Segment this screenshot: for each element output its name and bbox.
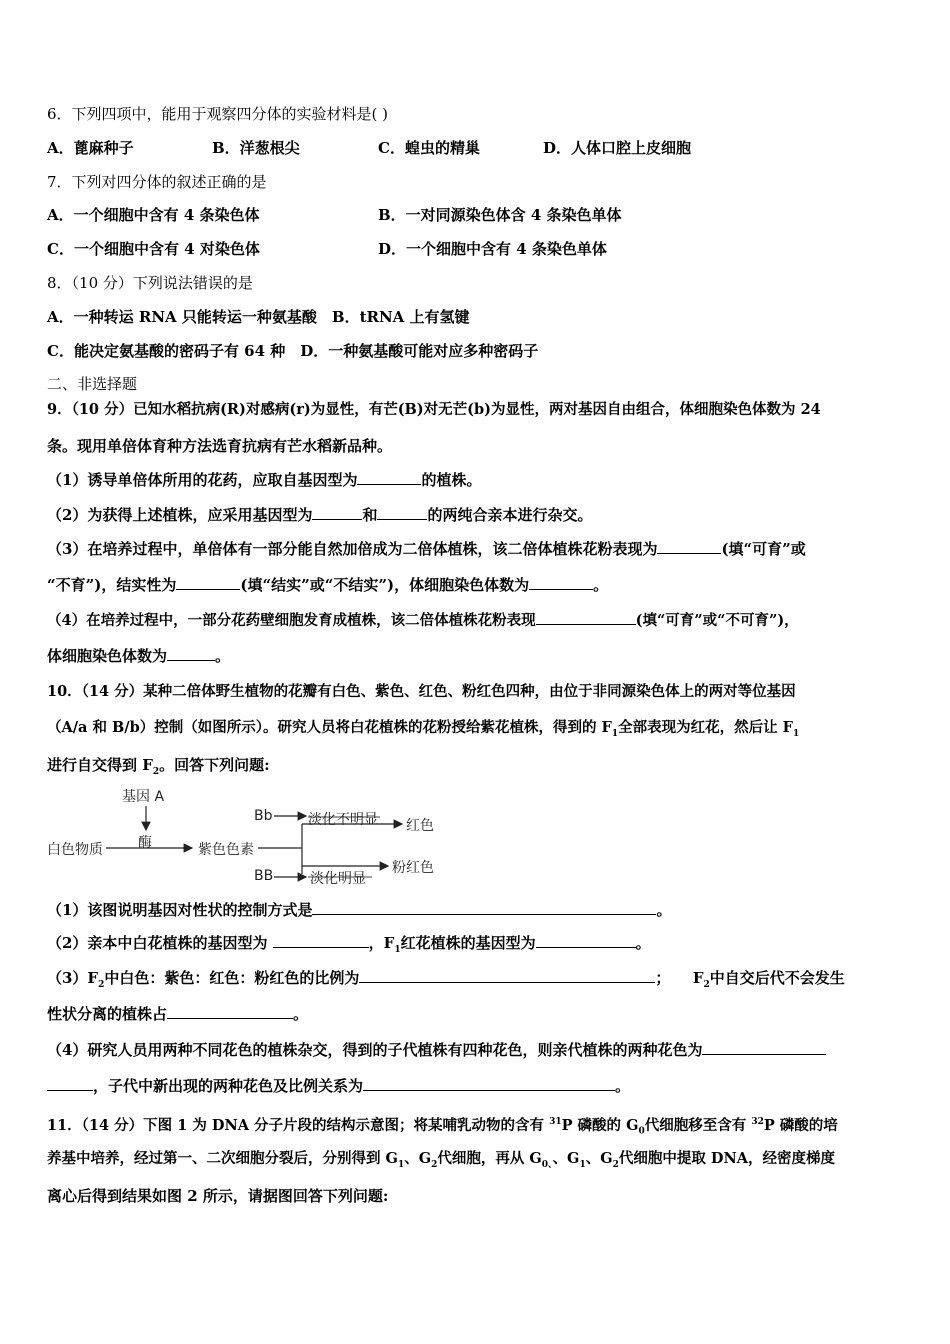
q6-stem: 6．下列四项中，能用于观察四分体的实验材料是( ): [47, 105, 389, 123]
q9-line-2: 条。现用单倍体育种方法选育抗病有芒水稻新品种。: [47, 437, 393, 455]
q6-option-c: C．蝗虫的精巢: [378, 139, 480, 157]
q9-part-2: （2）为获得上述植株，应采用基因型为 和 的两纯合亲本进行杂交。: [47, 506, 593, 524]
q9-part-4-cont: 体细胞染色体数为 。: [47, 647, 231, 665]
q6-option-d: D．人体口腔上皮细胞: [543, 139, 692, 157]
label-weak: 淡化不明显: [308, 812, 378, 828]
q7-option-b: B．一对同源染色体含 4 条染色单体: [378, 206, 622, 224]
answer-blank[interactable]: [47, 1076, 93, 1091]
answer-blank[interactable]: [273, 933, 369, 948]
q10-line-3: 进行自交得到 $F_2$。回答下列问题:: [47, 756, 270, 777]
q11-line-1: 11．（14 分）下图 1 为 DNA 分子片段的结构示意图；将某哺乳动物的含有 $^{31}$P 磷酸的 $G_0$代细胞移至含有 $^{32}$P 磷酸的培: [47, 1116, 838, 1137]
answer-blank[interactable]: [312, 900, 656, 915]
q10-part-3-cont: 性状分离的植株占 。: [47, 1005, 309, 1023]
label-bb-hom: BB: [254, 868, 274, 884]
q10-part-2: （2）亲本中白花植株的基因型为 ，$F_1$红花植株的基因型为 。: [47, 934, 651, 955]
q9-part-1: （1）诱导单倍体所用的花药，应取自基因型为 的植株。: [47, 471, 482, 489]
q8-options-ab: A．一种转运 RNA 只能转运一种氨基酸 B．tRNA 上有氢键: [47, 308, 470, 326]
answer-blank[interactable]: [536, 933, 636, 948]
label-bb-het: Bb: [254, 808, 273, 824]
q9-part-3-cont: “不育”)，结实性为 (填“结实”或“不结实”)，体细胞染色体数为 。: [47, 576, 609, 594]
answer-blank[interactable]: [167, 1004, 293, 1019]
q8-stem: 8．（10 分）下列说法错误的是: [47, 274, 253, 292]
q6-option-b: B．洋葱根尖: [212, 139, 300, 157]
label-white: 白色物质: [47, 842, 103, 858]
q9-line-1: 9．（10 分）已知水稻抗病(R)对感病(r)为显性，有芒(B)对无芒(b)为显性，两对基因自由组合，体细胞染色体数为 24: [47, 401, 821, 418]
q9-part-4: （4）在培养过程中，一部分花药壁细胞发育成植株，该二倍体植株花粉表现 (填“可育”或“不可育”)，: [47, 612, 799, 629]
answer-blank[interactable]: [359, 968, 655, 983]
label-strong: 淡化明显: [310, 871, 366, 887]
q7-stem: 7．下列对四分体的叙述正确的是: [47, 173, 267, 191]
q11-line-3: 离心后得到结果如图 2 所示，请据图回答下列问题:: [47, 1187, 389, 1205]
q10-line-2: （A/a 和 B/b）控制（如图所示）。研究人员将白花植株的花粉授给紫花植株，得到的 $F_1$全部表现为红花，然后让 $F_1$: [47, 719, 800, 739]
q6-option-a: A．蓖麻种子: [47, 139, 134, 157]
q10-part-3: $(3)F_2$中白色：紫色：红色：粉红色的比例为 ； $F_2$中自交后代不会发生: [47, 969, 845, 990]
label-red: 红色: [406, 818, 434, 834]
q7-option-a: A．一个细胞中含有 4 条染色体: [47, 206, 260, 224]
q7-option-d: D．一个细胞中含有 4 条染色单体: [378, 240, 607, 258]
label-gene-a: 基因 A: [122, 789, 165, 805]
label-purple: 紫色色素: [198, 842, 254, 858]
q11-line-2: 养基中培养，经过第一、二次细胞分裂后，分别得到 $G_1$、$G_2$代细胞，再从 $G_{0、}$、$G_1$、$G_2$代细胞中提取 DNA，经密度梯度: [47, 1150, 836, 1170]
q10-part-4: （4）研究人员用两种不同花色的植株杂交，得到的子代植株有四种花色，则亲代植株的两种花色为: [47, 1040, 826, 1060]
q10-part-1: （1）该图说明基因对性状的控制方式是 。: [47, 901, 672, 919]
label-enzyme: 酶: [138, 835, 152, 851]
q7-option-c: C．一个细胞中含有 4 对染色体: [47, 240, 260, 258]
section-heading: 二、非选择题: [47, 375, 138, 393]
answer-blank[interactable]: [702, 1040, 826, 1055]
q9-part-3: （3）在培养过程中，单倍体有一部分能自然加倍成为二倍体植株，该二倍体植株花粉表现为 (填“可育”或: [47, 540, 806, 558]
q10-part-4-cont: ，子代中新出现的两种花色及比例关系为 。: [47, 1076, 630, 1096]
answer-blank[interactable]: [363, 1076, 615, 1091]
q8-options-cd: C．能决定氨基酸的密码子有 64 种 D．一种氨基酸可能对应多种密码子: [47, 342, 539, 360]
label-pink: 粉红色: [392, 860, 434, 876]
q10-line-1: 10．（14 分）某种二倍体野生植物的花瓣有白色、紫色、红色、粉红色四种，由位于非同源染色体上的两对等位基因: [47, 683, 796, 700]
